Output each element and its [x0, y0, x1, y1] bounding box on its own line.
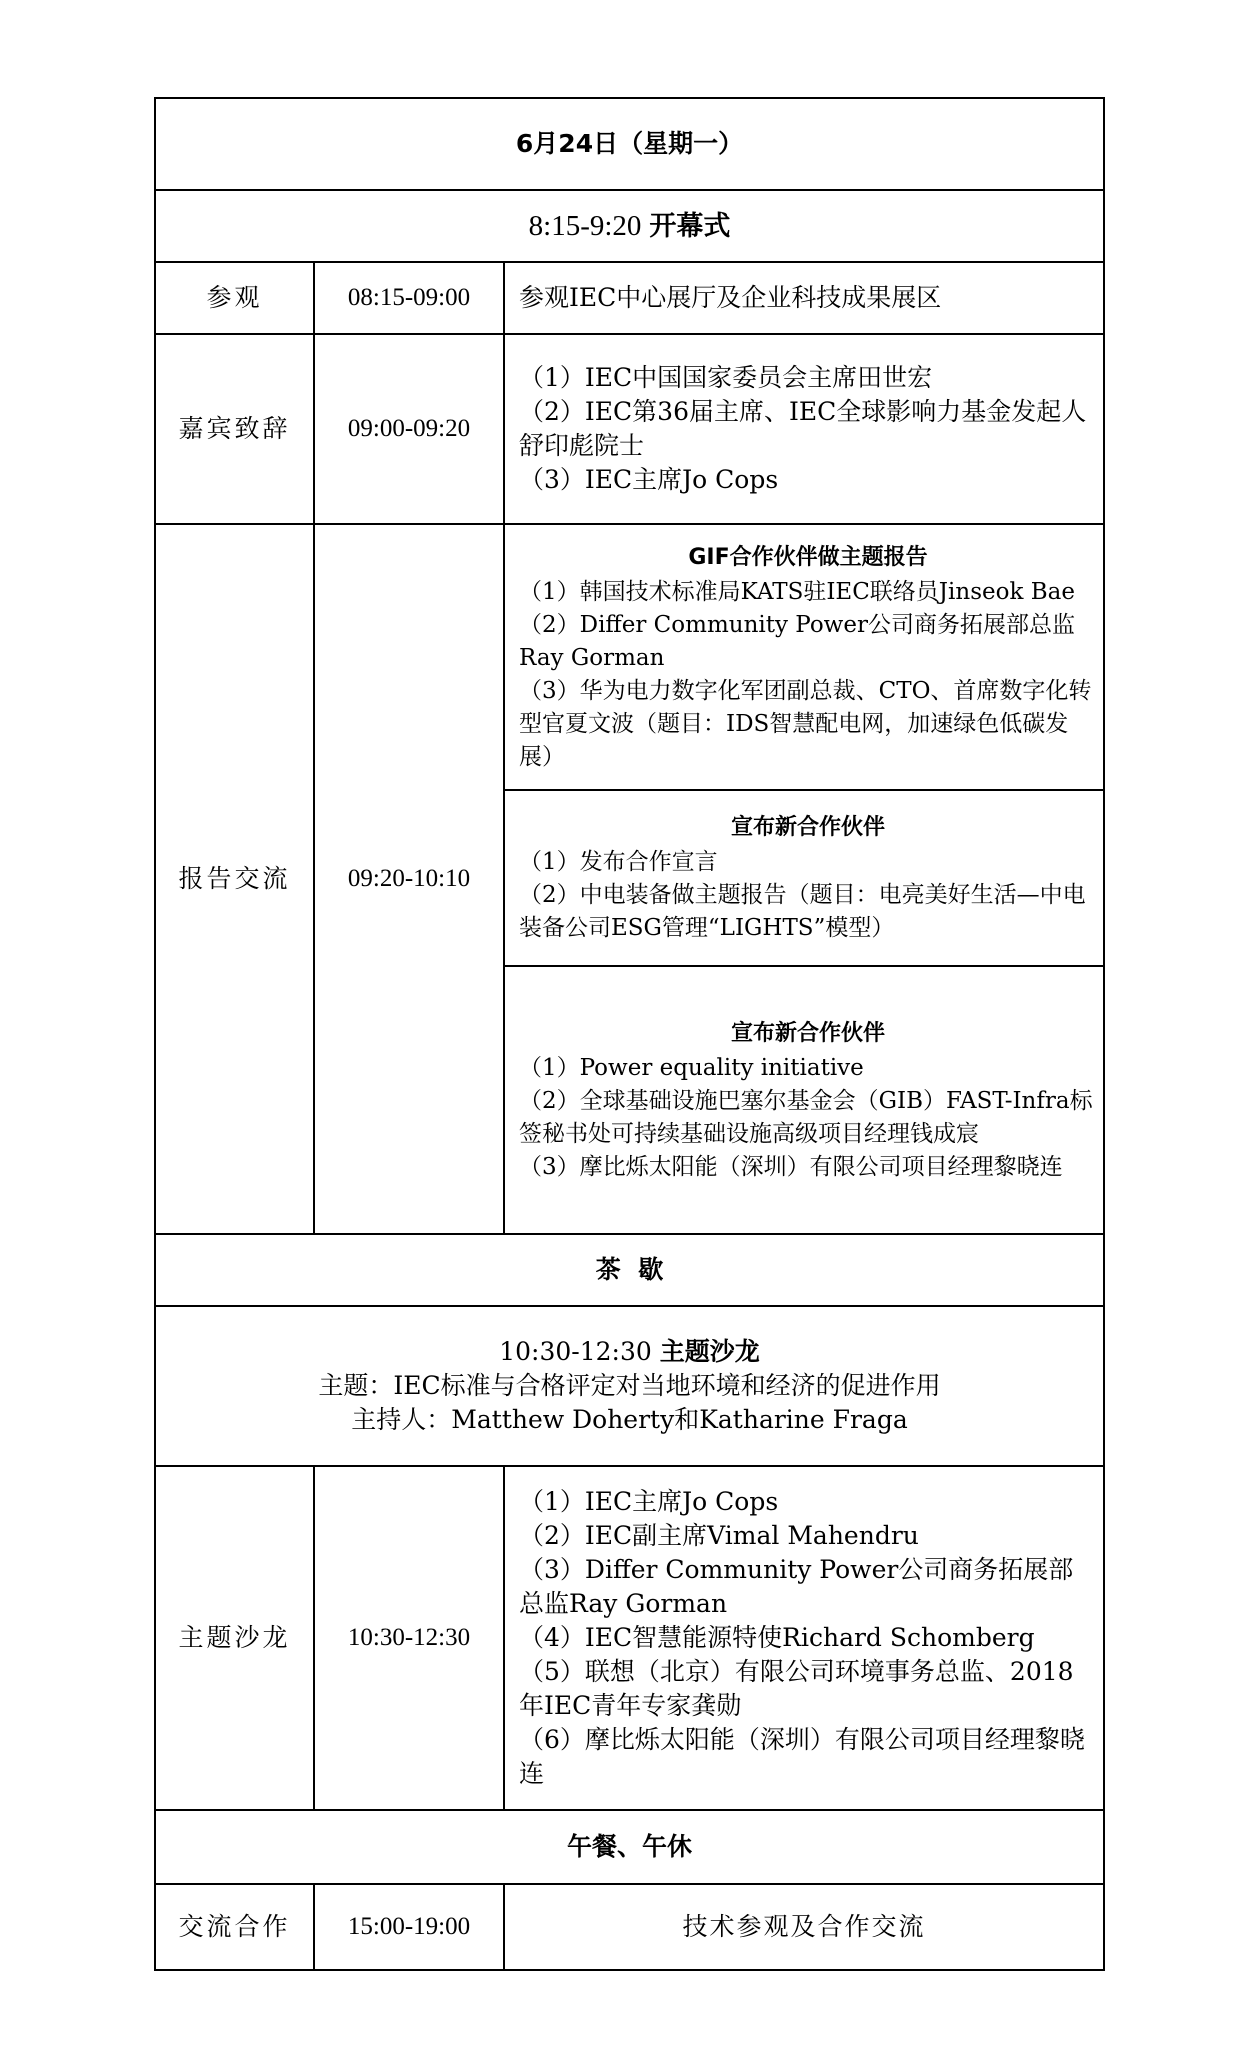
- list-item: （1）发布合作宣言: [519, 849, 718, 875]
- row-content-salon: [504, 1466, 1104, 1810]
- row-content-speech: [504, 334, 1104, 524]
- row-time-exchange: 15:00-19:00: [314, 1884, 504, 1970]
- salon-theme: 主题：IEC标准与合格评定对当地环境和经济的促进作用: [318, 1371, 941, 1400]
- list-item: （1）Power equality initiative: [519, 1054, 864, 1081]
- row-content-exchange: 技术参观及合作交流: [504, 1884, 1104, 1970]
- row-time-salon: 10:30-12:30: [314, 1466, 504, 1810]
- row-label-salon: 主题沙龙: [155, 1466, 314, 1810]
- date-header: [155, 98, 1104, 190]
- table-row: [155, 524, 1104, 790]
- list-item: （2）中电装备做主题报告（题目：电亮美好生活—中电装备公司ESG管理“LIGHTS”模型）: [519, 882, 1086, 941]
- report-block-3: [504, 966, 1104, 1234]
- opening-header: [155, 190, 1104, 262]
- opening-time: 8:15-9:20: [528, 209, 642, 242]
- table-row: [155, 334, 1104, 524]
- list-item: （4）IEC智慧能源特使Richard Schomberg: [519, 1623, 1035, 1652]
- report-block-title: 宣布新合作伙伴: [731, 1020, 886, 1046]
- list-item: （3）华为电力数字化军团副总裁、CTO、首席数字化转型官夏文波（题目：IDS智慧配电网，加速绿色低碳发展）: [519, 677, 1092, 770]
- row-label-speech: 嘉宾致辞: [155, 334, 314, 524]
- list-item: （2）全球基础设施巴塞尔基金会（GIB）FAST-Infra标签秘书处可持续基础设施高级项目经理钱成宸: [519, 1087, 1093, 1147]
- schedule-table: [154, 97, 1105, 1971]
- report-block-title: 宣布新合作伙伴: [731, 815, 886, 840]
- row-time-speech: 09:00-09:20: [314, 334, 504, 524]
- date-header-text: 6月24日（星期一）: [515, 129, 744, 158]
- list-item: （2）IEC第36届主席、IEC全球影响力基金发起人舒印彪院士: [519, 397, 1087, 460]
- list-item: （3）摩比烁太阳能（深圳）有限公司项目经理黎晓连: [519, 1153, 1063, 1180]
- report-block-1: [504, 524, 1104, 790]
- salon-header: [155, 1306, 1104, 1466]
- list-item: （6）摩比烁太阳能（深圳）有限公司项目经理黎晓连: [519, 1725, 1085, 1788]
- lunch-break: 午餐、午休: [155, 1810, 1104, 1884]
- row-label-report: 报告交流: [155, 524, 314, 1234]
- table-row: [155, 1884, 1104, 1970]
- list-item: （5）联想（北京）有限公司环境事务总监、2018年IEC青年专家龚勋: [519, 1657, 1074, 1720]
- opening-title: 开幕式: [649, 210, 731, 242]
- tea-break: 茶 歇: [155, 1234, 1104, 1306]
- list-item: （1）IEC中国国家委员会主席田世宏: [519, 363, 933, 392]
- row-content-visit: 参观IEC中心展厅及企业科技成果展区: [504, 262, 1104, 334]
- table-row: [155, 262, 1104, 334]
- list-item: （3）Differ Community Power公司商务拓展部总监Ray Gorman: [519, 1555, 1074, 1618]
- list-item: （3）IEC主席Jo Cops: [519, 465, 779, 494]
- table-row: [155, 1466, 1104, 1810]
- salon-title: 主题沙龙: [659, 1337, 760, 1366]
- row-label-exchange: 交流合作: [155, 1884, 314, 1970]
- salon-title-line: [166, 1335, 1093, 1369]
- list-item: （1）IEC主席Jo Cops: [519, 1487, 779, 1516]
- salon-host: 主持人：Matthew Doherty和Katharine Fraga: [351, 1405, 908, 1434]
- report-block-title: GIF合作伙伴做主题报告: [688, 544, 928, 570]
- row-time-report: 09:20-10:10: [314, 524, 504, 1234]
- list-item: （2）IEC副主席Vimal Mahendru: [519, 1521, 919, 1550]
- row-label-visit: 参观: [155, 262, 314, 334]
- row-time-visit: 08:15-09:00: [314, 262, 504, 334]
- list-item: （2）Differ Community Power公司商务拓展部总监Ray Gorman: [519, 611, 1075, 671]
- list-item: （1）韩国技术标准局KATS驻IEC联络员Jinseok Bae: [519, 578, 1075, 605]
- salon-time: 10:30-12:30: [499, 1337, 652, 1366]
- report-block-2: [504, 790, 1104, 966]
